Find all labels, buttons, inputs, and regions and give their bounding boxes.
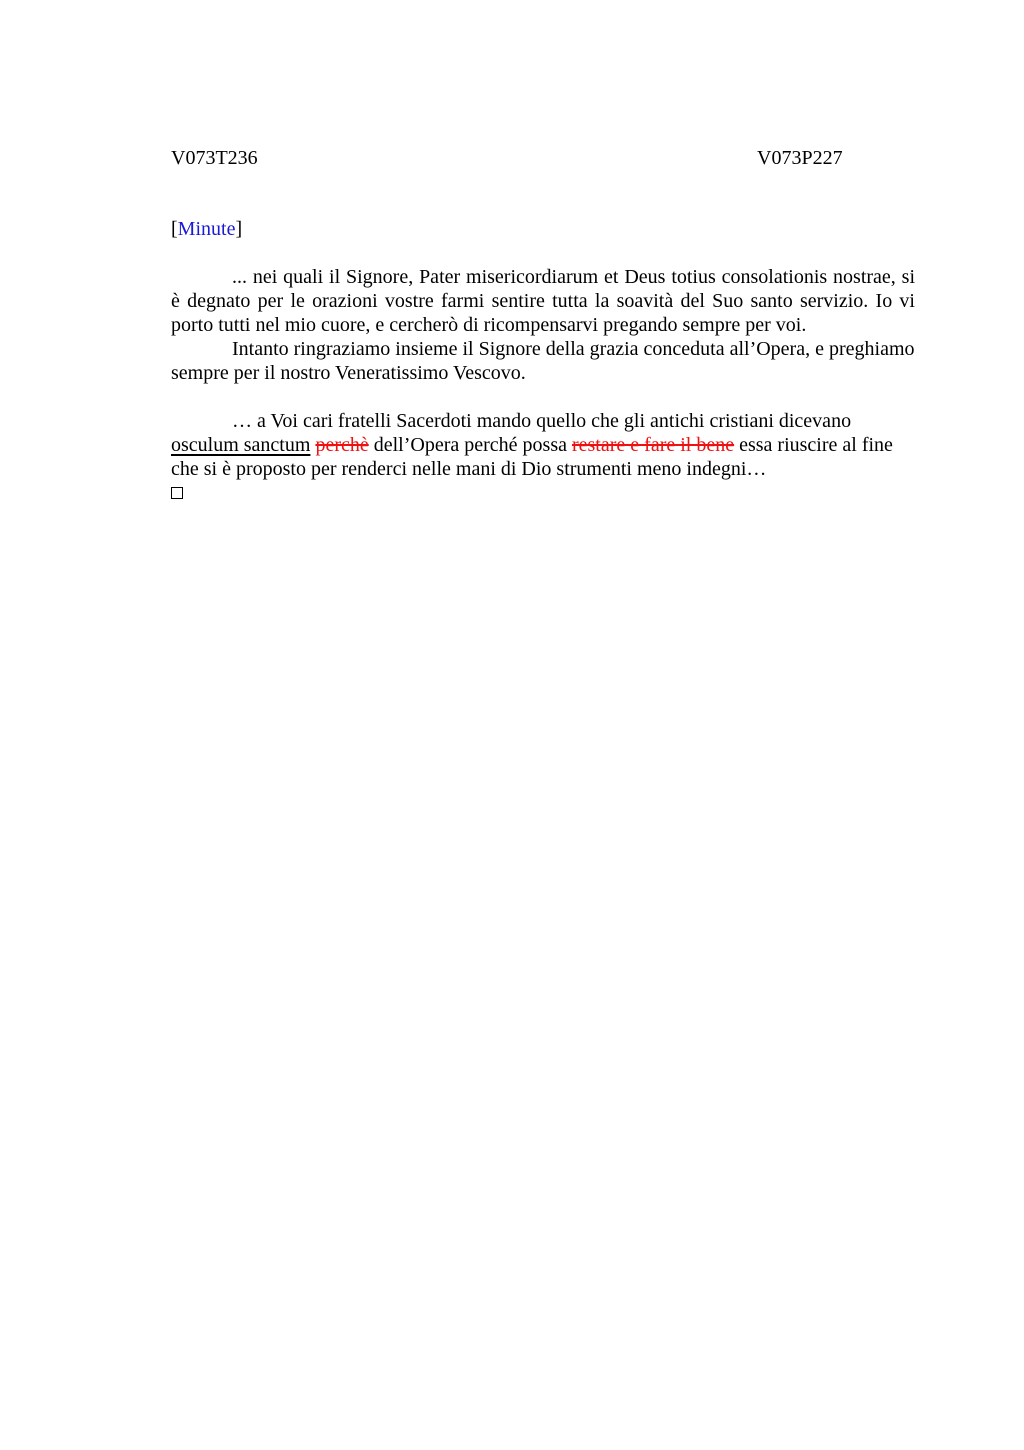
deleted-phrase-2: restare e fare il bene bbox=[571, 434, 735, 456]
header-right-code: V073P227 bbox=[757, 147, 843, 169]
close-bracket: ] bbox=[235, 218, 243, 240]
open-bracket: [ bbox=[171, 218, 178, 240]
underlined-phrase: osculum sanctum bbox=[171, 434, 311, 456]
paragraph-3 bbox=[171, 409, 915, 481]
paragraph-1: ... nei quali il Signore, Pater misericordiarum et Deus totius consolationis nostrae, si è degnato per le orazioni vostre farmi sentire tutta la soavità del Suo santo servizio. Io vi porto tutti nel mio cuore, e cercherò di ricompensarvi pregando sempre per voi. bbox=[171, 266, 915, 336]
end-square-icon bbox=[171, 487, 183, 499]
paragraph-gap bbox=[171, 385, 915, 409]
minute-word: Minute bbox=[177, 218, 236, 240]
letter-body bbox=[171, 265, 915, 499]
header-left-code: V073T236 bbox=[171, 147, 258, 169]
p3-text-1: … a Voi cari fratelli Sacerdoti mando quello che gli antichi cristiani dicevano bbox=[232, 410, 852, 432]
p3-text-2: dell’Opera perché possa bbox=[368, 434, 572, 456]
deleted-word-1: perchè bbox=[315, 434, 369, 456]
paragraph-2: Intanto ringraziamo insieme il Signore della grazia conceduta all’Opera, e preghiamo sempre per il nostro Veneratissimo Vescovo. bbox=[171, 338, 915, 384]
p3-text-3: essa riuscire al fine che si è proposto per renderci nelle mani di Dio strumenti meno indegni… bbox=[171, 434, 893, 480]
minute-tag bbox=[171, 217, 242, 241]
